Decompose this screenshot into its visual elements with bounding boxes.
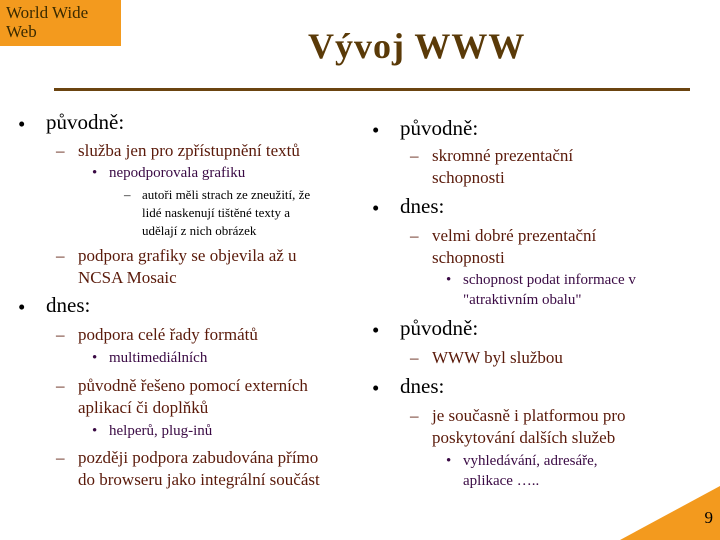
right-item-good-line1: velmi dobré prezentační bbox=[432, 226, 597, 245]
right-bullet-today-2: dnes: bbox=[400, 374, 445, 398]
dash-icon: – bbox=[124, 187, 131, 202]
dash-icon: – bbox=[410, 226, 419, 245]
page-number: 9 bbox=[704, 508, 713, 527]
right-item-modest-line1: skromné prezentační bbox=[432, 146, 574, 165]
left-bullet-today: dnes: bbox=[46, 293, 91, 317]
left-item-external-line2: aplikací či doplňků bbox=[78, 398, 209, 417]
left-item-mosaic-line2: NCSA Mosaic bbox=[78, 268, 177, 287]
bullet-dot-icon: • bbox=[92, 423, 98, 439]
slide-title: Vývoj WWW bbox=[308, 26, 526, 66]
bullet-dot-icon: • bbox=[446, 453, 452, 469]
left-item-builtin-line1: později podpora zabudována přímo bbox=[78, 448, 319, 467]
right-item-service: WWW byl službou bbox=[432, 348, 563, 367]
bullet-dot-icon: • bbox=[372, 318, 380, 342]
left-item-text-only: služba jen pro zpřístupnění textů bbox=[78, 141, 300, 160]
dash-icon: – bbox=[56, 325, 65, 344]
right-bullet-today-1: dnes: bbox=[400, 194, 445, 218]
bullet-dot-icon: • bbox=[446, 272, 452, 288]
dash-icon: – bbox=[56, 246, 65, 265]
title-divider bbox=[54, 88, 690, 91]
right-bullet-original-1: původně: bbox=[400, 116, 479, 140]
dash-icon: – bbox=[410, 348, 419, 367]
bullet-dot-icon: • bbox=[372, 376, 380, 400]
bullet-dot-icon: • bbox=[18, 295, 26, 319]
left-item-no-graphics: nepodporovala grafiku bbox=[109, 165, 246, 181]
right-item-modest-line2: schopnosti bbox=[432, 168, 505, 187]
right-bullet-original-2: původně: bbox=[400, 316, 479, 340]
left-item-builtin-line2: do browseru jako integrální součást bbox=[78, 470, 320, 489]
left-item-authors-line2: lidé naskenují tištěné texty a bbox=[142, 205, 291, 220]
left-item-mosaic-line1: podpora grafiky se objevila až u bbox=[78, 246, 297, 265]
right-item-search-line2: aplikace ….. bbox=[463, 473, 540, 489]
right-item-good-line2: schopnosti bbox=[432, 248, 505, 267]
dash-icon: – bbox=[410, 406, 419, 425]
right-item-attractive-line1: schopnost podat informace v bbox=[463, 272, 636, 288]
bullet-dot-icon: • bbox=[92, 350, 98, 366]
bullet-dot-icon: • bbox=[92, 165, 98, 181]
left-bullet-original: původně: bbox=[46, 110, 125, 134]
bullet-dot-icon: • bbox=[372, 118, 380, 142]
dash-icon: – bbox=[56, 141, 65, 160]
left-item-authors-line1: autoři měli strach ze zneužití, že bbox=[142, 187, 311, 202]
bullet-dot-icon: • bbox=[372, 196, 380, 220]
left-item-authors-line3: udělají z nich obrázek bbox=[142, 223, 257, 238]
left-item-helpers: helperů, plug-inů bbox=[109, 423, 213, 439]
bullet-dot-icon: • bbox=[18, 112, 26, 136]
dash-icon: – bbox=[56, 376, 65, 395]
section-tag bbox=[0, 0, 121, 46]
right-item-search-line1: vyhledávání, adresáře, bbox=[463, 453, 598, 469]
left-item-multimedia: multimediálních bbox=[109, 350, 208, 366]
left-item-formats: podpora celé řady formátů bbox=[78, 325, 258, 344]
right-item-platform-line2: poskytování dalších služeb bbox=[432, 428, 616, 447]
left-item-external-line1: původně řešeno pomocí externích bbox=[78, 376, 308, 395]
right-item-attractive-line2: "atraktivním obalu" bbox=[463, 292, 582, 308]
dash-icon: – bbox=[56, 448, 65, 467]
right-item-platform-line1: je současně i platformou pro bbox=[432, 406, 626, 425]
section-tag-label: World Wide Web bbox=[6, 3, 89, 41]
dash-icon: – bbox=[410, 146, 419, 165]
